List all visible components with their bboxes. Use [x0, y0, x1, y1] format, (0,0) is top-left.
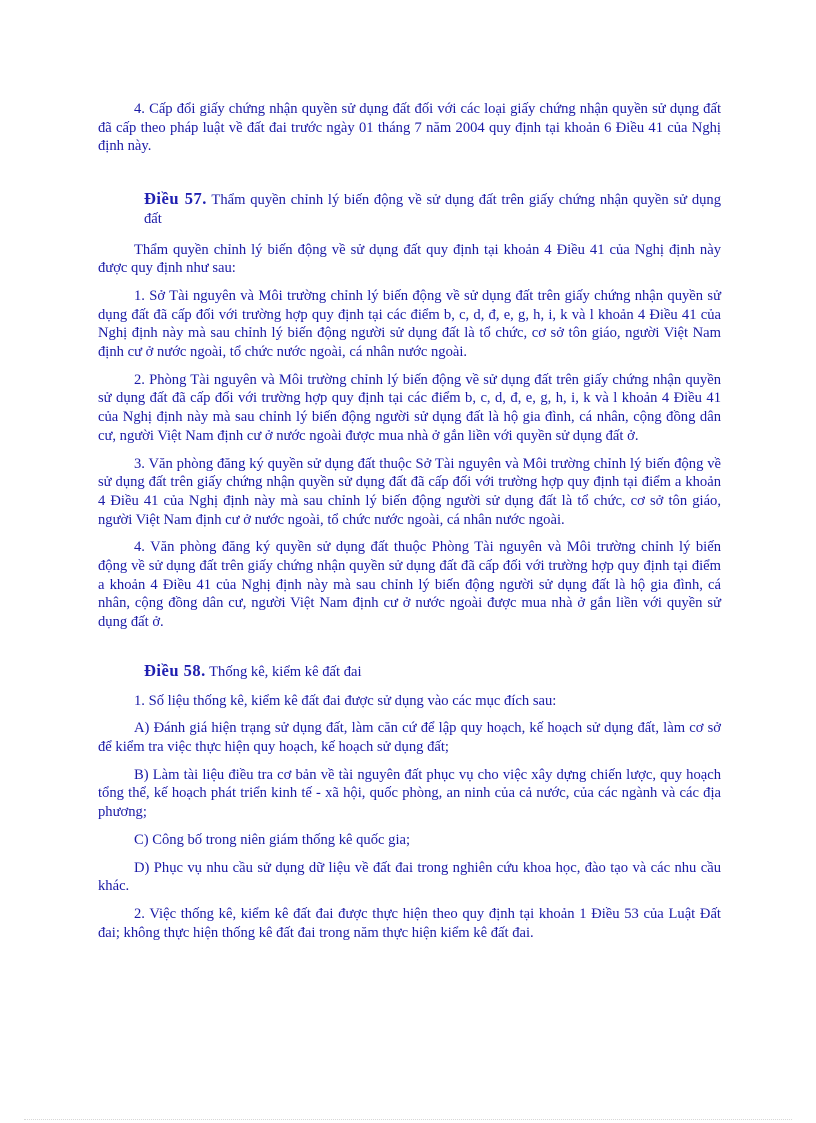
article-58-title: Thống kê, kiểm kê đất đai: [209, 663, 362, 680]
article-57-number: Điều 57.: [144, 189, 207, 209]
article-58-clause-2: 2. Việc thống kê, kiểm kê đất đai được thực hiện theo quy định tại khoản 1 Điều 53 của Luật Đất đai; không thực hiện thống kê đất đai trong năm thực hiện kiểm kê đất đai.: [98, 905, 721, 941]
article-57-clause-4: 4. Văn phòng đăng ký quyền sử dụng đất thuộc Phòng Tài nguyên và Môi trường chỉnh lý biến động về sử dụng đất trên giấy chứng nhận quyền sử dụng đất đã cấp đối với trường hợp quy định tại điểm a khoản 4 Điều 41 của Nghị định này mà sau chỉnh lý biến động người sử dụng đất là hộ gia đình, cá nhân, cộng đồng dân cư, người Việt Nam định cư ở nước ngoài được mua nhà ở gắn liền với quyền sử dụng đất ở.: [98, 539, 721, 631]
article-58-number: Điều 58.: [144, 660, 206, 680]
article-57-intro: Thẩm quyền chỉnh lý biến động về sử dụng đất quy định tại khoản 4 Điều 41 của Nghị định này được quy định như sau:: [98, 241, 721, 277]
article-58-point-d: D) Phục vụ nhu cầu sử dụng dữ liệu về đất đai trong nghiên cứu khoa học, đào tạo và các nhu cầu khác.: [98, 859, 721, 895]
article-58-clause-1: 1. Số liệu thống kê, kiểm kê đất đai được sử dụng vào các mục đích sau:: [134, 692, 557, 709]
article-57-clause-2: 2. Phòng Tài nguyên và Môi trường chỉnh lý biến động về sử dụng đất trên giấy chứng nhận quyền sử dụng đất đã cấp đối với trường hợp quy định tại các điểm b, c, d, đ, e, g, h, i, k và l khoản 4 Điều 41 của Nghị định này mà sau chỉnh lý biến động người sử dụng đất là hộ gia đình, cá nhân, cộng đồng dân cư, người Việt Nam định cư ở nước ngoài được mua nhà ở gắn liền với quyền sử dụng đất ở.: [98, 371, 721, 444]
article-57-clause-1: 1. Sở Tài nguyên và Môi trường chỉnh lý biến động về sử dụng đất trên giấy chứng nhận quyền sử dụng đất đã cấp đối với trường hợp quy định tại các điểm b, c, d, đ, e, g, h, i, k và l khoản 4 Điều 41 của Nghị định này mà sau chỉnh lý biến động người sử dụng đất là tổ chức, cơ sở tôn giáo, người Việt Nam định cư ở nước ngoài, tổ chức nước ngoài, cá nhân nước ngoài.: [98, 287, 721, 361]
article-57-title: Thẩm quyền chỉnh lý biến động về sử dụng đất trên giấy chứng nhận quyền sử dụng đất: [144, 192, 722, 227]
article-58-heading: [98, 662, 721, 682]
article-57-heading: [98, 190, 721, 228]
article-58-point-c: C) Công bố trong niên giám thống kê quốc gia;: [134, 831, 411, 848]
intro-paragraph: 4. Cấp đổi giấy chứng nhận quyền sử dụng đất đối với các loại giấy chứng nhận quyền sử dụng đất đã cấp theo pháp luật về đất đai trước ngày 01 tháng 7 năm 2004 quy định tại khoản 6 Điều 41 của Nghị định này.: [98, 101, 721, 155]
article-58-point-a: A) Đánh giá hiện trạng sử dụng đất, làm căn cứ để lập quy hoạch, kế hoạch sử dụng đất, làm cơ sở để kiểm tra việc thực hiện quy hoạch, kế hoạch sử dụng đất;: [98, 720, 721, 755]
article-58-point-b: B) Làm tài liệu điều tra cơ bản về tài nguyên đất phục vụ cho việc xây dựng chiến lược, quy hoạch tổng thể, kế hoạch phát triển kinh tế - xã hội, quốc phòng, an ninh của cả nước, của các ngành và các địa phương;: [98, 766, 721, 821]
article-57-clause-3: 3. Văn phòng đăng ký quyền sử dụng đất thuộc Sở Tài nguyên và Môi trường chỉnh lý biến động về sử dụng đất trên giấy chứng nhận quyền sử dụng đất đã cấp đối với trường hợp quy định tại điểm a khoản 4 Điều 41 của Nghị định này mà sau chỉnh lý biến động người sử dụng đất là tổ chức, cơ sở tôn giáo, người Việt Nam định cư ở nước ngoài, tổ chức nước ngoài, cá nhân nước ngoài.: [98, 455, 721, 528]
page-bottom-divider: [24, 1119, 792, 1120]
document-body: [98, 100, 721, 942]
